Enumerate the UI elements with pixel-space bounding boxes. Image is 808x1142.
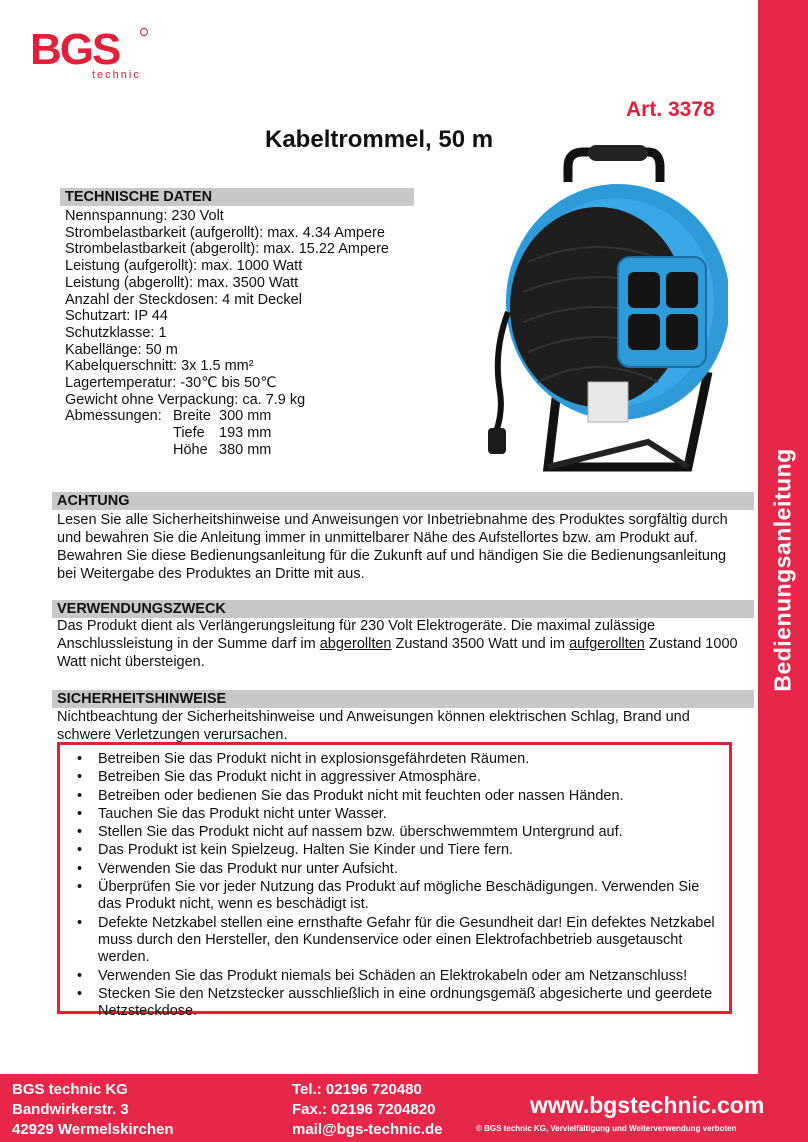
dimension-label: Abmessungen:: [65, 408, 162, 425]
safety-warning-box: [57, 742, 732, 1020]
spec-line: Strombelastbarkeit (abgerollt): max. 15.22 Ampere: [65, 241, 389, 258]
cable-drum-photo: [488, 142, 728, 482]
list-item: • Stecken Sie den Netzstecker ausschließlich in eine ordnungsgemäß abgesicherte und geerdete Netzsteckdose.: [77, 985, 713, 1020]
street: Bandwirkerstr. 3: [12, 1101, 129, 1118]
verwendung-text: Das Produkt dient als Verlängerungsleitung für 230 Volt Elektrogeräte. Die maximal zulässige Anschlussleistung in der Summe darf im abgerollten Zustand 3500 Watt und im aufgerollten Zustand 1000 Watt nicht übersteigen.: [57, 618, 738, 670]
spec-line: Schutzart: IP 44: [65, 308, 168, 325]
dimension-row: [65, 442, 389, 459]
spec-line: Anzahl der Steckdosen: 4 mit Deckel: [65, 291, 302, 308]
list-item: • Verwenden Sie das Produkt nur unter Aufsicht.: [77, 860, 398, 877]
list-item: • Verwenden Sie das Produkt niemals bei Schäden an Elektrokabeln oder am Netzanschluss!: [77, 967, 688, 984]
dimension-value: 193 mm: [219, 425, 272, 442]
spec-line: Lagertemperatur: -30℃ bis 50℃: [65, 375, 277, 392]
footer-contact: [292, 1080, 443, 1140]
dimension-value: 300 mm: [219, 408, 272, 425]
section-header-sicherheit: SICHERHEITSHINWEISE: [52, 690, 754, 708]
spec-line: Kabelquerschnitt: 3x 1.5 mm²: [65, 358, 254, 375]
safety-list: [74, 751, 721, 1020]
company-name: BGS technic KG: [12, 1081, 128, 1098]
spec-line: Leistung (aufgerollt): max. 1000 Watt: [65, 258, 303, 275]
spec-line: Nennspannung: 230 Volt: [65, 208, 224, 224]
svg-text:BGS: BGS: [30, 25, 120, 74]
page-title: Kabeltrommel, 50 m: [265, 126, 494, 153]
bgs-technic-logo: [28, 24, 152, 82]
side-label: Bedienungsanleitung: [769, 448, 796, 692]
tech-spec-list: [65, 208, 389, 459]
dimension-value: 380 mm: [219, 441, 272, 458]
spec-line: Schutzklasse: 1: [65, 324, 167, 341]
sicherheit-intro: Nichtbeachtung der Sicherheitshinweise und Anweisungen können elektrischen Schlag, Brand und schwere Verletzungen verursachen.: [57, 709, 690, 743]
dimension-name: Breite: [173, 408, 211, 425]
footer: [0, 1074, 808, 1142]
dimension-row: [65, 408, 389, 425]
dimension-name: Höhe: [173, 441, 208, 458]
list-item: • Stellen Sie das Produkt nicht auf nassem bzw. überschwemmtem Untergrund auf.: [77, 824, 623, 841]
spec-line: Gewicht ohne Verpackung: ca. 7.9 kg: [65, 391, 306, 408]
section-header-achtung: ACHTUNG: [52, 492, 754, 510]
dimension-row: [65, 425, 389, 442]
list-item: • Betreiben Sie das Produkt nicht in aggressiver Atmosphäre.: [77, 769, 481, 786]
list-item: • Tauchen Sie das Produkt nicht unter Wasser.: [77, 805, 387, 822]
svg-text:technic: technic: [92, 69, 141, 81]
section-header-verwendung: VERWENDUNGSZWECK: [52, 600, 754, 618]
achtung-text: Lesen Sie alle Sicherheitshinweise und Anweisungen vor Inbetriebnahme des Produktes sorgfältig durch und bewahren Sie die Anleitung immer in unmittelbarer Nähe des Aufstellortes bzw. am Produkt auf. Bewahren Sie diese Bedienungsanleitung für die Zukunft auf und händigen Sie die Bedienungsanleitung bei Weitergabe des Produktes an Dritte mit aus.: [57, 512, 728, 582]
section-header-tech: TECHNISCHE DATEN: [60, 188, 414, 206]
city: 42929 Wermelskirchen: [12, 1121, 174, 1138]
spec-line: Kabellänge: 50 m: [65, 341, 178, 358]
list-item: • Betreiben Sie das Produkt nicht in explosionsgefährdeten Räumen.: [77, 751, 530, 767]
website-link[interactable]: www.bgstechnic.com: [530, 1092, 765, 1118]
article-number: Art. 3378: [626, 98, 715, 121]
spec-line: Strombelastbarkeit (aufgerollt): max. 4.34 Ampere: [65, 224, 385, 241]
list-item: • Defekte Netzkabel stellen eine ernsthafte Gefahr für die Gesundheit dar! Ein defektes Netzkabel muss durch den Hersteller, den Kundenservice oder einen Elektrofachbetrieb ausgetauscht werden.: [77, 914, 715, 966]
phone: Tel.: 02196 720480: [292, 1081, 422, 1098]
list-item: • Überprüfen Sie vor jeder Nutzung das Produkt auf mögliche Beschädigungen. Verwenden Sie das Produkt nicht, wenn es beschädigt ist.: [77, 879, 700, 913]
email-link[interactable]: mail@bgs-technic.de: [292, 1121, 443, 1138]
footer-address: [12, 1080, 174, 1140]
copyright-notice: © BGS technic KG, Vervielfältigung und Weiterverwendung verboten: [476, 1124, 737, 1133]
spec-line: Leistung (abgerollt): max. 3500 Watt: [65, 274, 299, 291]
dimension-name: Tiefe: [173, 425, 205, 442]
list-item: • Das Produkt ist kein Spielzeug. Halten Sie Kinder und Tiere fern.: [77, 842, 514, 859]
fax: Fax.: 02196 7204820: [292, 1101, 436, 1118]
list-item: • Betreiben oder bedienen Sie das Produkt nicht mit feuchten oder nassen Händen.: [77, 787, 624, 804]
